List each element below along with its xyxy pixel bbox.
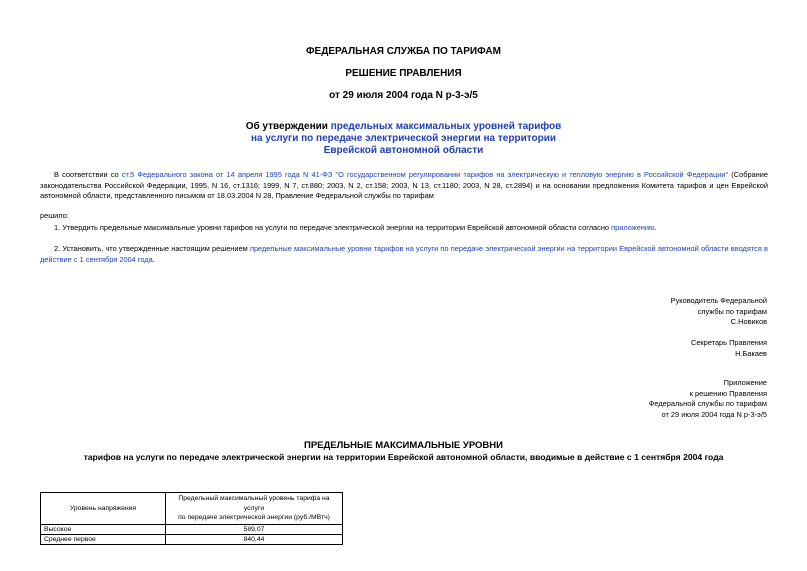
col-voltage-header: Уровень напряжения xyxy=(41,493,166,525)
head-signature xyxy=(671,296,767,328)
item-2-text: 2. Установить, что утвержденные настоящим решением xyxy=(54,244,250,253)
secretary-name: Н.Бакаев xyxy=(735,348,767,358)
title-link-3[interactable]: Еврейской автономной области xyxy=(323,145,484,156)
table-header-row xyxy=(41,493,343,525)
col-tariff-header-l1: Предельный максимальный уровень тарифа на услуги xyxy=(178,495,330,512)
secretary-title: Секретарь Правления xyxy=(690,338,767,347)
tariff-table xyxy=(40,492,343,545)
appendix-reference xyxy=(649,378,767,420)
item-2-end: . xyxy=(152,254,155,264)
decided-label: решило: xyxy=(40,211,69,220)
item-1-end: . xyxy=(654,223,657,232)
preamble-start: В соответствии со xyxy=(54,170,122,179)
secretary-signature xyxy=(691,338,767,359)
voltage-cell: Высокое xyxy=(41,524,166,534)
preamble-rest: (Собрание законодательства Российской Федерации, 1995, N 16, ст.1316; 1999, N 7, ст.880; 2003, N 2, ст.158; 2003, N 13, ст.1180; 2003, N 28, ст.2894) и на основании предложения Комитета тарифов и цен Еврейской автономной области, представленного письмом от 18.03.2004 N 28, Правление Федеральной службы по тарифам xyxy=(40,170,768,200)
table-row xyxy=(41,534,343,544)
appendix-ref-line1: Приложение xyxy=(723,378,767,387)
appendix-ref-line2: к решению Правления xyxy=(689,388,767,398)
item-1 xyxy=(40,223,768,234)
appendix-ref-line3: Федеральной службы по тарифам xyxy=(648,399,767,408)
appendix-link[interactable]: приложению xyxy=(611,223,655,232)
title-link-1[interactable]: предельных максимальных уровней тарифов xyxy=(330,121,562,132)
appendix-title-line1: ПРЕДЕЛЬНЫЕ МАКСИМАЛЬНЫЕ УРОВНИ xyxy=(304,440,503,451)
doc-type-heading: РЕШЕНИЕ ПРАВЛЕНИЯ xyxy=(345,68,462,79)
appendix-title-line2: тарифов на услуги по передаче электрической энергии на территории Еврейской автономной области, вводимые в действие с 1 сентября 2004 года xyxy=(83,452,724,462)
title-link-2[interactable]: на услуги по передаче электрической энергии на территории xyxy=(251,133,556,144)
head-title-line1: Руководитель Федеральной xyxy=(670,296,767,305)
title-prefix: Об утверждении xyxy=(245,121,331,132)
federal-law-link[interactable]: ст.5 Федерального закона от 14 апреля 1995 года N 41-ФЗ "О государственном регулировании тарифов на электрическую и тепловую энергию в Российской Федерации" xyxy=(121,170,729,179)
preamble-paragraph xyxy=(40,170,768,202)
document-title xyxy=(0,121,807,157)
tariff-levels-link[interactable]: предельные максимальные уровни тарифов на услуги по передаче электрической энергии на территории Еврейской автономной области вводятся в действие с 1 сентября 2004 года xyxy=(40,244,768,264)
head-title-line2: службы по тарифам xyxy=(697,306,767,316)
item-1-text: 1. Утвердить предельные максимальные уровни тарифов на услуги по передаче электрической энергии на территории Еврейской автономной области согласно xyxy=(54,223,612,232)
appendix-ref-line4: от 29 июля 2004 года N р-3-э/5 xyxy=(661,409,767,419)
tariff-cell: 589,07 xyxy=(166,524,343,534)
voltage-cell: Среднее первое xyxy=(41,534,166,544)
col-tariff-header-l2: по передаче электрической энергии (руб./МВтч) xyxy=(178,514,330,521)
agency-heading: ФЕДЕРАЛЬНАЯ СЛУЖБА ПО ТАРИФАМ xyxy=(306,46,501,57)
date-number-heading: от 29 июля 2004 года N р-3-э/5 xyxy=(329,90,478,101)
tariff-cell: 840,44 xyxy=(166,534,343,544)
head-name: С.Новиков xyxy=(730,317,767,326)
col-tariff-header xyxy=(166,493,343,525)
table-row xyxy=(41,524,343,534)
item-2 xyxy=(40,244,768,265)
